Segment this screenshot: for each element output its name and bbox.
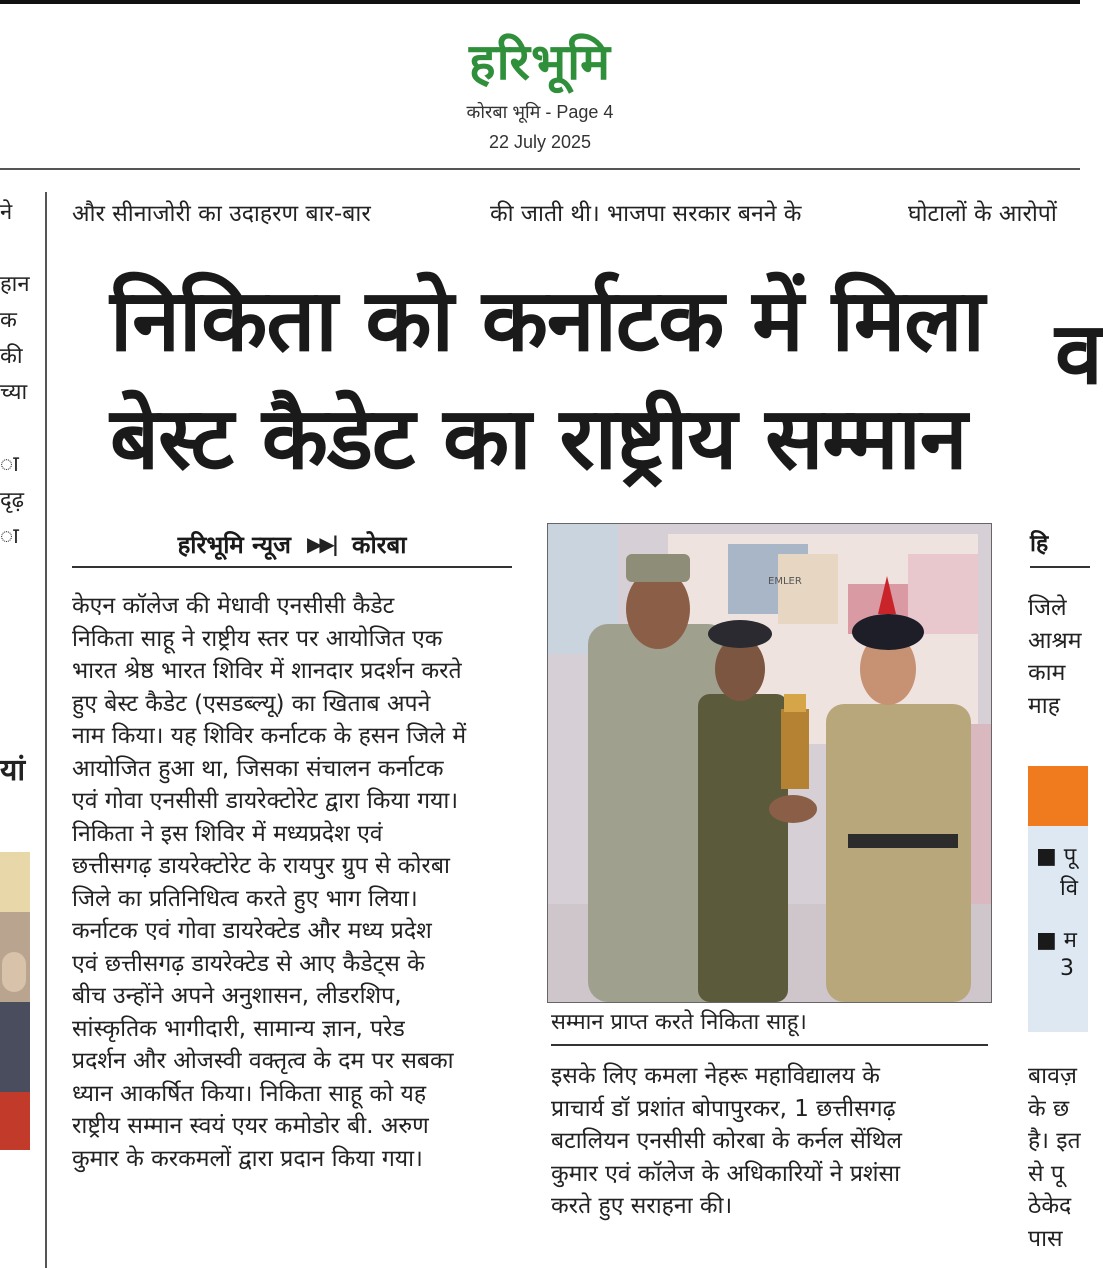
article-column-1 bbox=[72, 590, 514, 1175]
masthead bbox=[0, 30, 1080, 153]
article-photo bbox=[547, 523, 992, 1003]
article-line: जिले bbox=[1028, 595, 1067, 621]
article-line: बटालियन एनसीसी कोरबा के कर्नल सेंथिल bbox=[551, 1128, 902, 1154]
article-line: बीच उन्होंने अपने अनुशासन, लीडरशिप, bbox=[72, 983, 402, 1009]
article-line: ध्यान आकर्षित किया। निकिता साहू को यह bbox=[72, 1080, 427, 1107]
article-line: पास bbox=[1028, 1225, 1063, 1252]
article-line: कुमार के करकमलों द्वारा प्रदान किया गया। bbox=[72, 1145, 423, 1172]
top-strip-col3: घोटालों के आरोपों bbox=[908, 201, 1057, 227]
article-line: छत्तीसगढ़ डायरेक्टोरेट के रायपुर ग्रुप से कोरबा bbox=[72, 853, 450, 879]
article-line: बावज़ bbox=[1028, 1063, 1077, 1089]
article-line: आयोजित हुआ था, जिसका संचालन कर्नाटक bbox=[72, 755, 444, 782]
left-fragment: दृढ़ bbox=[0, 488, 25, 513]
article-line: प्राचार्य डॉ प्रशांत बोपापुरकर, 1 छत्तीसगढ़ bbox=[551, 1095, 896, 1122]
article-line: ठेकेद bbox=[1028, 1193, 1072, 1219]
right-column-bottom bbox=[1028, 1060, 1088, 1255]
left-neighbour-photo bbox=[0, 852, 30, 1150]
article-line: माह bbox=[1028, 692, 1060, 719]
article-line: नाम किया। यह शिविर कर्नाटक के हसन जिले में bbox=[72, 723, 467, 749]
left-fragment: क bbox=[0, 308, 17, 333]
article-line: करते हुए सराहना की। bbox=[551, 1193, 733, 1219]
top-strip-col1: और सीनाजोरी का उदाहरण बार-बार bbox=[72, 201, 371, 227]
article-line: भारत श्रेष्ठ भारत शिविर में शानदार प्रदर्शन करते bbox=[72, 658, 462, 684]
newspaper-logo: हरिभूमि bbox=[469, 33, 611, 91]
article-line: राष्ट्रीय सम्मान स्वयं एयर कमोडोर बी. अरुण bbox=[72, 1113, 429, 1139]
article-line: आश्रम bbox=[1028, 627, 1082, 654]
left-fragment: ा bbox=[0, 524, 19, 549]
masthead-divider bbox=[0, 168, 1080, 170]
right-info-box bbox=[1028, 826, 1088, 1032]
article-line: निकिता ने इस शिविर में मध्यप्रदेश एवं bbox=[72, 820, 383, 847]
right-byline-rule bbox=[1030, 566, 1090, 568]
bullet-item-cont: वि bbox=[1060, 876, 1078, 901]
right-headline-fragment: व bbox=[1055, 304, 1103, 404]
article-line: प्रदर्शन और ओजस्वी वक्तृत्व के दम पर सबका bbox=[72, 1048, 454, 1074]
headline-line-1: निकिता को कर्नाटक में मिला bbox=[110, 271, 984, 371]
article-line: एवं गोवा एनसीसी डायरेक्टोरेट द्वारा किया गया। bbox=[72, 788, 459, 814]
bullet-item-cont: 3 bbox=[1060, 956, 1074, 981]
article-line: इसके लिए कमला नेहरू महाविद्यालय के bbox=[551, 1063, 880, 1089]
article-line: जिले का प्रतिनिधित्व करते हुए भाग लिया। bbox=[72, 885, 418, 912]
left-fragment: च्या bbox=[0, 380, 28, 405]
left-fragment: हान bbox=[0, 272, 30, 297]
byline-source: हरिभूमि न्यूज bbox=[177, 530, 291, 559]
top-border bbox=[0, 0, 1080, 4]
article-line: के छ bbox=[1028, 1095, 1070, 1122]
article-line: से पू bbox=[1028, 1160, 1064, 1187]
article-line: सांस्कृतिक भागीदारी, सामान्य ज्ञान, परेड bbox=[72, 1015, 405, 1042]
article-line: कुमार एवं कॉलेज के अधिकारियों ने प्रशंसा bbox=[551, 1160, 901, 1187]
article-headline bbox=[110, 262, 984, 498]
left-fragment: ने bbox=[0, 200, 13, 225]
byline bbox=[72, 522, 512, 568]
edition-date: 22 July 2025 bbox=[488, 132, 592, 152]
right-byline-fragment: हि bbox=[1030, 531, 1049, 557]
article-line: निकिता साहू ने राष्ट्रीय स्तर पर आयोजित एक bbox=[72, 625, 443, 652]
photo-banner-text: EMLER bbox=[768, 576, 802, 587]
top-strip-col2: की जाती थी। भाजपा सरकार बनने के bbox=[490, 201, 802, 227]
column-divider-left bbox=[45, 192, 47, 1268]
bullet-item: ■ पू bbox=[1036, 844, 1077, 869]
article-column-2 bbox=[551, 1060, 991, 1223]
article-line: है। इत bbox=[1028, 1128, 1081, 1154]
article-line: कर्नाटक एवं गोवा डायरेक्टेड और मध्य प्रदेश bbox=[72, 918, 432, 944]
edition-label: कोरबा भूमि - Page 4 bbox=[466, 102, 614, 122]
left-fragment: ा bbox=[0, 452, 19, 477]
article-line: काम bbox=[1028, 660, 1066, 686]
bullet-item: ■ म bbox=[1036, 928, 1077, 953]
headline-line-2: बेस्ट कैडेट का राष्ट्रीय सम्मान bbox=[110, 389, 967, 489]
right-column-top bbox=[1028, 592, 1088, 722]
byline-location: कोरबा bbox=[352, 530, 407, 559]
photo-caption: सम्मान प्राप्त करते निकिता साहू। bbox=[551, 1006, 988, 1046]
left-fragment: की bbox=[0, 344, 23, 369]
article-line: एवं छत्तीसगढ़ डायरेक्टेड से आए कैडेट्स के bbox=[72, 950, 425, 977]
article-line: हुए बेस्ट कैडेट (एसडब्ल्यू) का खिताब अपने bbox=[72, 690, 431, 717]
article-line: केएन कॉलेज की मेधावी एनसीसी कैडेट bbox=[72, 593, 395, 619]
fast-forward-icon: ▶▶| bbox=[306, 532, 337, 556]
left-fragment-heading: यां bbox=[0, 753, 26, 788]
photo-illustration bbox=[548, 524, 991, 1002]
right-orange-header bbox=[1028, 766, 1088, 826]
